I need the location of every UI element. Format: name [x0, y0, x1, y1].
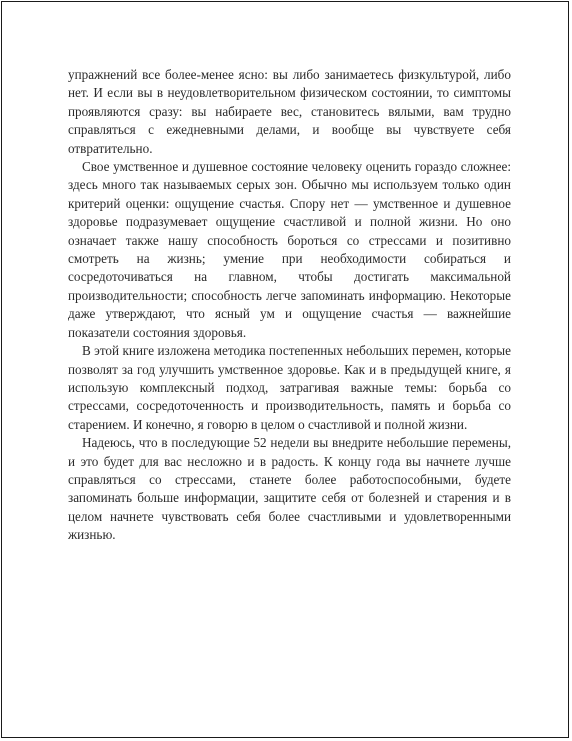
paragraph: В этой книге изложена методика постепенных небольших перемен, которые позволят за год улучшить умственное здоровье. Как и в предыдущей книге, я использую комплексный подход, затрагивая важные темы: борьба со стрессами, сосредоточенность и производительность, память и борьба со старением. И конечно, я говорю в целом о счастливой и полной жизни.: [68, 343, 511, 432]
paragraph-continuation: упражнений все более-менее ясно: вы либо занимаетесь физкультурой, либо нет. И если вы в неудовлетворительном физическом состоянии, то симптомы проявляются сразу: вы набираете вес, становитесь вялыми, вам трудно справляться с ежедневными делами, и вообще вы чувствуете себя отвратительно.: [68, 67, 511, 156]
body-text: [68, 66, 511, 545]
book-page: [1, 1, 569, 738]
paragraph: Надеюсь, что в последующие 52 недели вы внедрите небольшие перемены, и это будет для вас несложно и в радость. К концу года вы начнете лучше справляться со стрессами, станете более работоспособными, будете запоминать больше информации, защитите себя от болезней и старения и в целом начнете чувствовать себя более счастливыми и удовлетворенными жизнью.: [68, 435, 511, 543]
paragraph: Свое умственное и душевное состояние человеку оценить гораздо сложнее: здесь много так называемых серых зон. Обычно мы используем только один критерий оценки: ощущение счастья. Спору нет — умственное и душевное здоровье подразумевает ощущение счастливой и полной жизни. Но оно означает также нашу способность бороться со стрессами и позитивно смотреть на жизнь; умение при необходимости собираться и сосредоточиваться на главном, чтобы достигать максимальной производительности; способность легче запоминать информацию. Некоторые даже утверждают, что ясный ум и ощущение счастья — важнейшие показатели состояния здоровья.: [68, 159, 511, 340]
